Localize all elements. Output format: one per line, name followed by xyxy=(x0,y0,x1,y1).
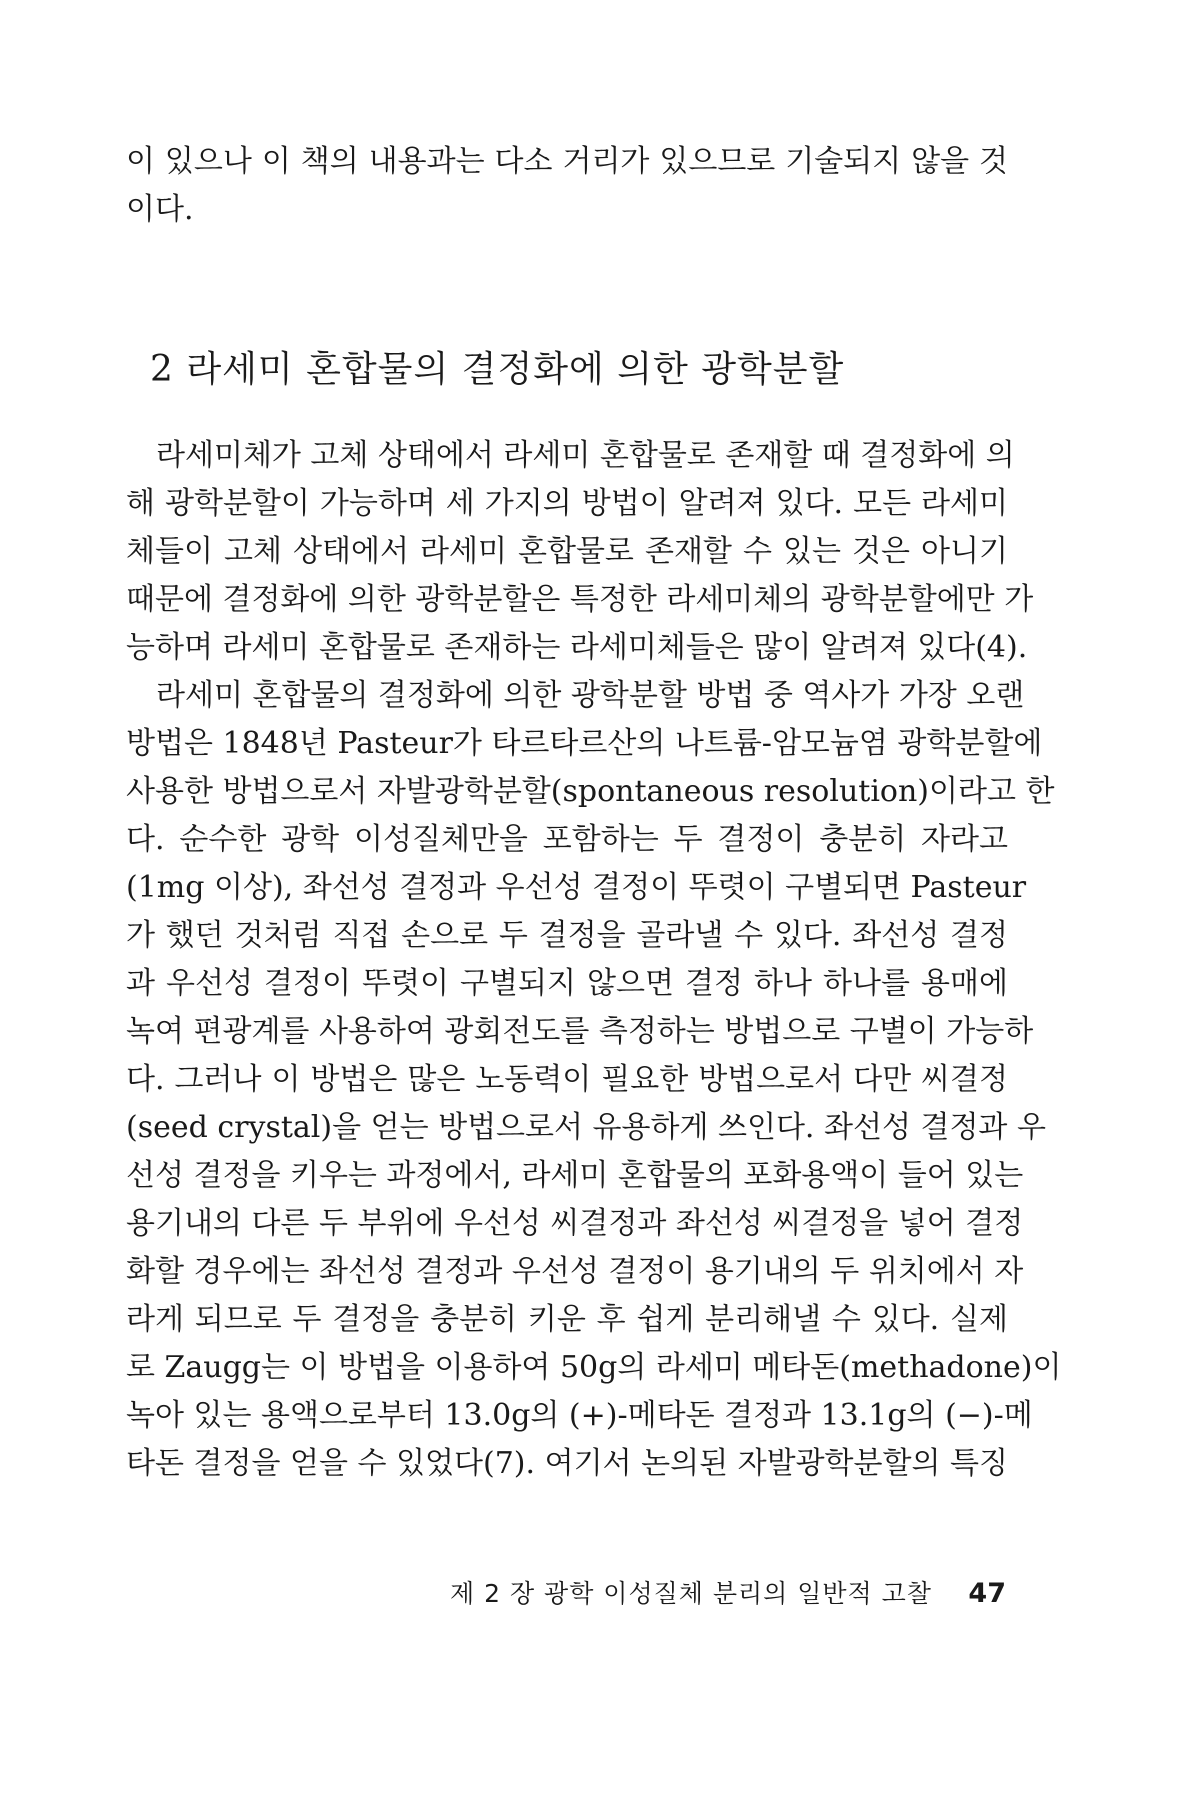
paragraph1-line-3: 체들이 고체 상태에서 라세미 혼합물로 존재할 수 있는 것은 아니기 xyxy=(126,534,1008,569)
paragraph2-line-15: 로 Zaugg는 이 방법을 이용하여 50g의 라세미 메타돈(methadone)이 xyxy=(126,1350,1062,1385)
paragraph2-line-17: 타돈 결정을 얻을 수 있었다(7). 여기서 논의된 자발광학분할의 특징 xyxy=(126,1446,1008,1481)
paragraph2-line-11: 선성 결정을 키우는 과정에서, 라세미 혼합물의 포화용액이 들어 있는 xyxy=(126,1158,1024,1193)
intro-line-1: 이 있으나 이 책의 내용과는 다소 거리가 있으므로 기술되지 않을 것 xyxy=(126,144,1008,179)
paragraph1-line-4: 때문에 결정화에 의한 광학분할은 특정한 라세미체의 광학분할에만 가 xyxy=(126,582,1034,617)
paragraph2-line-6: 가 했던 것처럼 직접 손으로 두 결정을 골라낼 수 있다. 좌선성 결정 xyxy=(126,918,1008,953)
paragraph-spontaneous-resolution xyxy=(126,672,1062,1488)
running-chapter-title: 제 2 장 광학 이성질체 분리의 일반적 고찰 xyxy=(450,1579,932,1608)
page-footer xyxy=(450,1574,1006,1614)
intro-continuation xyxy=(126,138,1008,234)
paragraph1-line-1: 라세미체가 고체 상태에서 라세미 혼합물로 존재할 때 결정화에 의 xyxy=(156,438,1015,473)
paragraph2-line-2: 방법은 1848년 Pasteur가 타르타르산의 나트륨-암모늄염 광학분할에 xyxy=(126,726,1043,761)
paragraph2-line-4: 다. 순수한 광학 이성질체만을 포함하는 두 결정이 충분히 자라고 xyxy=(126,822,1008,857)
paragraph2-line-12: 용기내의 다른 두 부위에 우선성 씨결정과 좌선성 씨결정을 넣어 결정 xyxy=(126,1206,1024,1241)
paragraph-racemic-crystallization xyxy=(126,432,1034,672)
paragraph2-line-9: 다. 그러나 이 방법은 많은 노동력이 필요한 방법으로서 다만 씨결정 xyxy=(126,1062,1008,1097)
paragraph1-line-2: 해 광학분할이 가능하며 세 가지의 방법이 알려져 있다. 모든 라세미 xyxy=(126,486,1008,521)
paragraph2-line-7: 과 우선성 결정이 뚜렷이 구별되지 않으면 결정 하나 하나를 용매에 xyxy=(126,966,1008,1001)
paragraph2-line-1: 라세미 혼합물의 결정화에 의한 광학분할 방법 중 역사가 가장 오랜 xyxy=(156,678,1025,713)
section-heading: 2 라세미 혼합물의 결정화에 의한 광학분할 xyxy=(150,349,845,390)
paragraph2-line-5: (1mg 이상), 좌선성 결정과 우선성 결정이 뚜렷이 구별되면 Pasteur xyxy=(126,870,1027,905)
paragraph2-line-8: 녹여 편광계를 사용하여 광회전도를 측정하는 방법으로 구별이 가능하 xyxy=(126,1014,1034,1049)
paragraph2-line-13: 화할 경우에는 좌선성 결정과 우선성 결정이 용기내의 두 위치에서 자 xyxy=(126,1254,1024,1289)
page-number: 47 xyxy=(968,1578,1006,1609)
paragraph2-line-3: 사용한 방법으로서 자발광학분할(spontaneous resolution)이라고 한 xyxy=(126,774,1055,809)
intro-line-2: 이다. xyxy=(126,192,194,227)
paragraph2-line-16: 녹아 있는 용액으로부터 13.0g의 (+)-메타돈 결정과 13.1g의 (−)-메 xyxy=(126,1398,1033,1433)
paragraph2-line-10: (seed crystal)을 얻는 방법으로서 유용하게 쓰인다. 좌선성 결정과 우 xyxy=(126,1110,1046,1145)
paragraph1-line-5: 능하며 라세미 혼합물로 존재하는 라세미체들은 많이 알려져 있다(4). xyxy=(126,630,1028,665)
paragraph2-line-14: 라게 되므로 두 결정을 충분히 키운 후 쉽게 분리해낼 수 있다. 실제 xyxy=(126,1302,1008,1337)
